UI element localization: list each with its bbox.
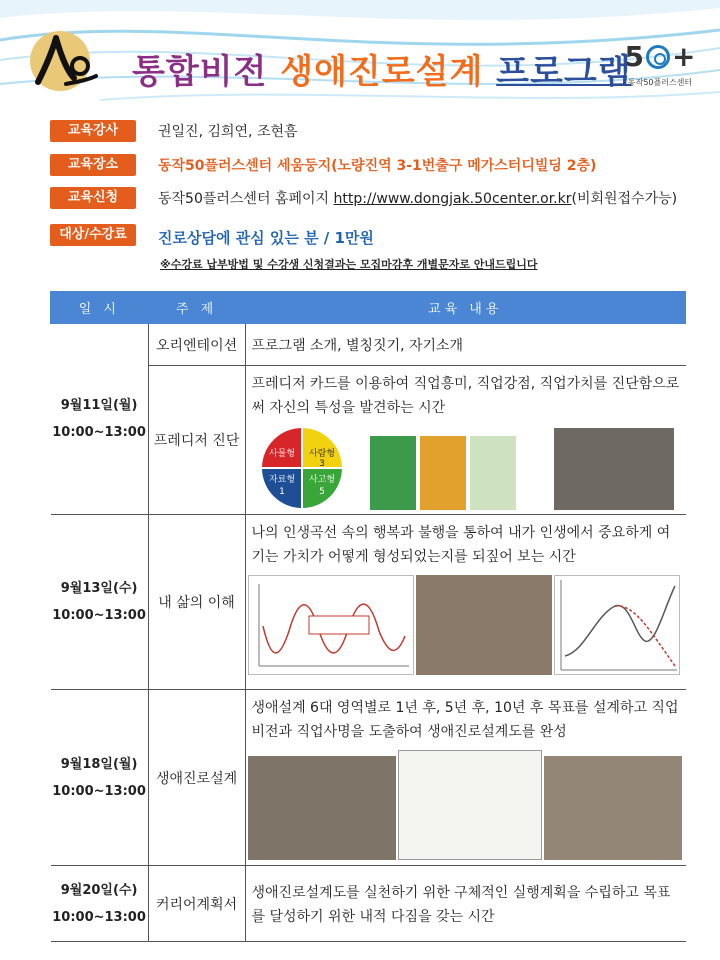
prediger-card-image — [420, 436, 466, 510]
center-logo-icon — [620, 40, 700, 73]
content-cell: 생애진로설계도를 실천하기 위한 구체적인 실행계획을 수립하고 목표를 달성하기 위한 내적 다짐을 갖는 시간 — [245, 866, 686, 942]
table-header-row — [51, 292, 686, 324]
life-curve-chart-image — [248, 575, 414, 675]
program-logo-icon — [26, 30, 100, 92]
title-part-3: 프로그램 — [496, 52, 632, 92]
quadrant-label: 사고형 — [308, 475, 335, 485]
session-date: 9월20일(수) — [60, 882, 138, 898]
table-row — [51, 866, 686, 942]
table-row — [51, 690, 686, 866]
content-cell — [245, 690, 686, 866]
life-curve-images — [248, 575, 682, 675]
topic-cell: 내 삶의 이해 — [148, 515, 245, 690]
payment-note: ※수강료 납부방법 및 수강생 신청결과는 모집마감후 개별문자로 안내드립니다 — [160, 258, 538, 271]
quadrant-number: 3 — [318, 459, 325, 469]
prediger-illustration-image — [470, 436, 516, 510]
info-tag-location: 교육장소 — [50, 154, 136, 176]
info-application — [50, 187, 677, 209]
homepage-link[interactable]: http://www.dongjak.50center.or.kr — [333, 191, 572, 207]
brand-mark-plus: + — [672, 40, 696, 73]
quadrant-label: 사람형 — [308, 449, 335, 459]
table-row — [51, 324, 686, 366]
content-text: 생애설계 6대 영역별로 1년 후, 5년 후, 10년 후 목표를 설계하고 직업비전과 직업사명을 도출하여 생애진로설계도를 완성 — [251, 700, 679, 740]
life-design-drawing-image — [398, 750, 542, 860]
content-cell: 프로그램 소개, 별칭짓기, 자기소개 — [245, 324, 686, 366]
header-datetime: 일 시 — [51, 292, 149, 324]
content-text: 나의 인생곡선 속의 행복과 불행을 통하여 내가 인생에서 중요하게 여기는 가치가 어떻게 형성되었는지를 되짚어 보는 시간 — [251, 525, 671, 565]
quadrant-number: 1 — [278, 487, 285, 497]
topic-cell: 생애진로설계 — [148, 690, 245, 866]
schedule-table — [50, 291, 686, 942]
page-title — [132, 44, 632, 93]
content-text: 프레디저 카드를 이용하여 직업흥미, 직업강점, 직업가치를 진단함으로써 자신의 특성을 발견하는 시간 — [251, 376, 680, 416]
life-design-images — [248, 750, 682, 860]
quadrant-label: 자료형 — [268, 475, 295, 485]
info-target-fee — [50, 221, 374, 248]
title-part-1: 통합비전 — [132, 52, 268, 92]
date-cell — [51, 515, 149, 690]
application-text-post: (비회원접수가능) — [571, 191, 678, 207]
info-location-text: 동작50플러스센터 세움둥지(노량진역 3-1번출구 메가스터디빌딩 2층) — [158, 158, 597, 174]
session-date: 9월13일(수) — [60, 581, 138, 596]
application-text-pre: 동작50플러스센터 홈페이지 — [158, 191, 334, 207]
info-tag-target-fee: 대상/수강료 — [50, 224, 136, 246]
prediger-images — [252, 426, 682, 510]
prediger-circle-diagram — [260, 426, 344, 510]
lecture-photo — [248, 756, 396, 860]
content-cell — [245, 515, 686, 690]
session-time: 10:00~13:00 — [52, 608, 146, 623]
info-instructors — [50, 120, 298, 142]
prediger-cards-photo — [554, 428, 674, 510]
page-header — [0, 0, 720, 110]
class-photo — [416, 575, 552, 675]
session-time: 10:00~13:00 — [52, 425, 146, 440]
prediger-card-image — [370, 436, 416, 510]
info-application-text — [158, 188, 677, 208]
topic-cell: 프레디저 진단 — [148, 366, 245, 515]
info-instructors-text: 권일진, 김희연, 조현흠 — [158, 124, 298, 140]
brand-name: 동작50플러스센터 — [627, 78, 693, 87]
date-cell — [51, 690, 149, 866]
info-tag-instructors: 교육강사 — [50, 120, 136, 142]
life-curve-chart-image — [554, 575, 680, 675]
info-tag-application: 교육신청 — [50, 187, 136, 209]
brand-mark-five: 5 — [624, 40, 644, 73]
header-content: 교육 내용 — [245, 292, 686, 324]
session-date: 9월18일(월) — [60, 756, 138, 772]
topic-cell: 커리어계획서 — [148, 866, 245, 942]
date-cell — [51, 324, 149, 515]
date-cell — [51, 866, 149, 942]
info-target-fee-text: 진로상담에 관심 있는 분 / 1만원 — [158, 229, 374, 247]
title-part-2: 생애진로설계 — [280, 52, 484, 92]
content-cell — [245, 366, 686, 515]
info-location — [50, 154, 596, 176]
brand-zero-icon — [646, 45, 670, 69]
center-brand — [620, 40, 700, 88]
topic-cell: 오리엔테이션 — [148, 324, 245, 366]
header-topic: 주 제 — [148, 292, 245, 324]
table-row — [51, 515, 686, 690]
session-date: 9월11일(월) — [60, 398, 138, 413]
session-time: 10:00~13:00 — [52, 783, 146, 799]
quadrant-label: 사물형 — [268, 449, 295, 459]
session-time: 10:00~13:00 — [52, 909, 146, 925]
group-photo — [544, 756, 682, 860]
quadrant-number: 5 — [318, 487, 325, 497]
